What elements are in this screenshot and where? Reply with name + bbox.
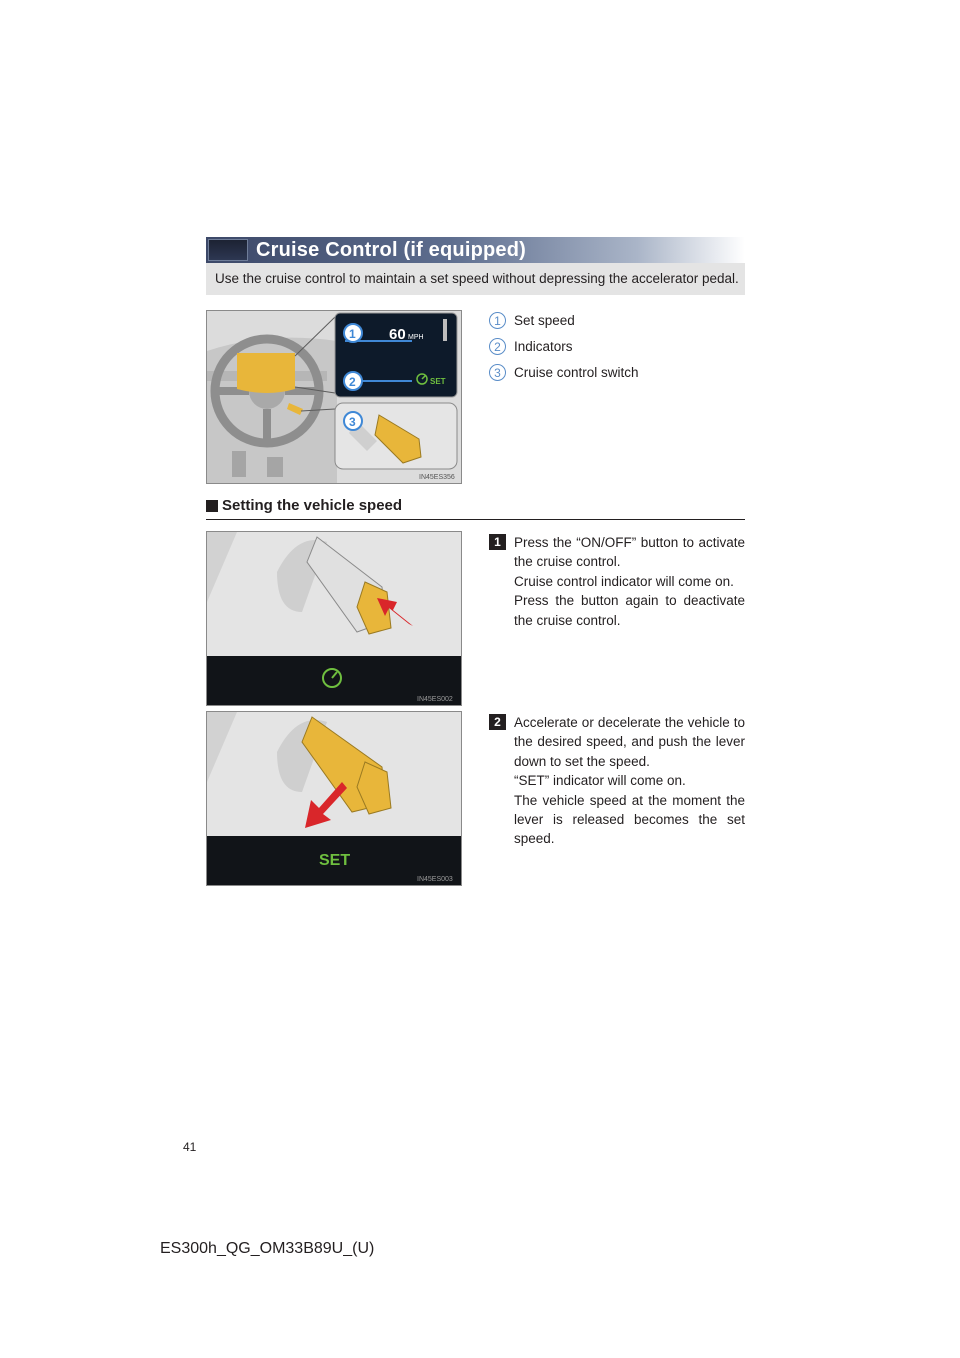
page-title: Cruise Control (if equipped)	[256, 239, 527, 261]
title-thumbnail-icon	[208, 239, 248, 261]
figure-code: IN45ES003	[417, 876, 453, 883]
callout-1: 1	[349, 327, 356, 341]
step-2-figure	[206, 711, 462, 886]
speed-value: 60	[389, 326, 406, 343]
cockpit-figure	[206, 310, 462, 484]
legend-label: Set speed	[514, 313, 575, 328]
set-display-label: SET	[319, 852, 351, 869]
section-bullet-icon	[206, 500, 218, 512]
legend-label: Cruise control switch	[514, 365, 639, 380]
legend-label: Indicators	[514, 339, 573, 354]
speed-unit: MPH	[408, 334, 424, 341]
intro-text: Use the cruise control to maintain a set speed without depressing the accelerator pedal.	[215, 271, 739, 286]
step-text-line: Press the button again to deactivate the cruise control.	[514, 593, 745, 628]
step-1-figure	[206, 531, 462, 706]
legend-number: 1	[489, 312, 506, 329]
step-text-line: Cruise control indicator will come on.	[514, 573, 734, 589]
step-text-line: Press the “ON/OFF” button to activate the cruise control.	[514, 535, 745, 570]
legend-number: 2	[489, 338, 506, 355]
section-title: Setting the vehicle speed	[222, 497, 403, 514]
figure-code: IN45ES002	[417, 696, 453, 703]
set-indicator-label: SET	[430, 377, 446, 386]
step-1-text	[514, 533, 745, 630]
step-text-line: Accelerate or decelerate the vehicle to the desired speed, and push the lever down to set the speed.	[514, 715, 745, 769]
figure-code: IN45ES356	[419, 474, 455, 481]
legend-number: 3	[489, 364, 506, 381]
step-number-2: 2	[489, 714, 506, 730]
step-text-line: “SET” indicator will come on.	[514, 773, 686, 789]
section-divider	[206, 519, 745, 520]
page-number: 41	[183, 1140, 197, 1154]
step-2-text	[514, 713, 745, 849]
callout-3: 3	[349, 415, 356, 429]
document-code: ES300h_QG_OM33B89U_(U)	[160, 1240, 375, 1257]
step-text-line: The vehicle speed at the moment the lever is released becomes the set speed.	[514, 792, 745, 847]
callout-2: 2	[349, 375, 356, 389]
step-number-1: 1	[489, 534, 506, 550]
